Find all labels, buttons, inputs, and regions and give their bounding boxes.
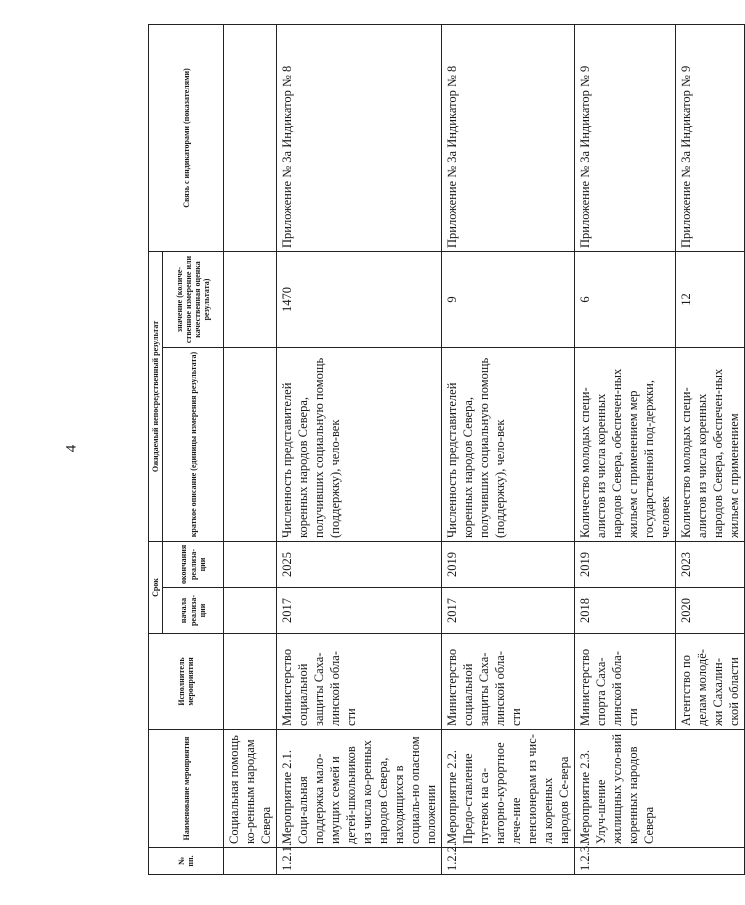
cell-executor: Министерство спорта Саха-линской обла-сти [575,634,676,730]
cell-start: 2017 [442,588,575,634]
cell-desc: Количество молодых специ-алистов из числа коренных народов Севера, обеспечен-ных жильем с применением [676,348,745,542]
cell-link: Приложение № 3а Индикатор № 8 [442,25,575,252]
cell-start: 2018 [575,588,676,634]
cell-executor: Министерство социальной защиты Саха-линской обла-сти [277,634,442,730]
header-term: Срок [149,542,163,634]
cell-name: Социальная помощь ко-ренным народам Севера [224,730,277,848]
cell-link [224,25,277,252]
header-name: Наименование мероприятия [149,730,224,848]
cell-desc [224,348,277,542]
cell-value [224,252,277,348]
cell-link: Приложение № 3а Индикатор № 9 [676,25,745,252]
page-number: 4 [63,444,80,453]
table-row [575,25,676,875]
cell-link: Приложение № 3а Индикатор № 9 [575,25,676,252]
header-term-start: начала реализа-ции [163,588,224,634]
cell-executor: Министерство социальной защиты Саха-линской обла-сти [442,634,575,730]
cell-start: 2017 [277,588,442,634]
cell-name: Мероприятие 2.1. Соци-альная поддержка мало-имущих семей и детей-школьников из числа ко-ренных народов Севера, находящихся в социаль-но опасном положении [277,730,442,848]
table-row [442,25,575,875]
cell-no [224,848,277,875]
cell-end: 2019 [575,542,676,588]
cell-end: 2019 [442,542,575,588]
cell-value: 9 [442,252,575,348]
cell-desc: Численность представителей коренных народов Севера, получивших социальную помощь (поддержку), чело-век [277,348,442,542]
table-row [224,25,277,875]
cell-end: 2023 [676,542,745,588]
cell-no: 1.2.1. [277,848,442,875]
header-result-desc: краткое описание (единицы измерения результата) [163,348,224,542]
cell-no: 1.2.3. [575,848,745,875]
cell-value: 12 [676,252,745,348]
header-link: Связь с индикаторами (показателями) [149,25,224,252]
header-no: № пп. [149,848,224,875]
header-result: Ожидаемый непосредственный результат [149,252,163,542]
table-row [277,25,442,875]
cell-desc: Численность представителей коренных народов Севера, получивших социальную помощь (поддержку), чело-век [442,348,575,542]
cell-start [224,588,277,634]
cell-value: 1470 [277,252,442,348]
cell-start: 2020 [676,588,745,634]
header-executor: Исполнитель мероприятия [149,634,224,730]
cell-end: 2025 [277,542,442,588]
cell-value: 6 [575,252,676,348]
cell-no: 1.2.2. [442,848,575,875]
cell-executor: Агентство по делам молодё-жи Сахалин-ской области [676,634,745,730]
cell-desc: Количество молодых специ-алистов из числа коренных народов Севера, обеспечен-ных жильем с применением мер государственной под-держки, человек [575,348,676,542]
cell-executor [224,634,277,730]
header-result-value: значение (количе-ственное измерение или качественная оценка результата) [163,252,224,348]
cell-link: Приложение № 3а Индикатор № 8 [277,25,442,252]
cell-name: Мероприятие 2.2. Предо-ставление путевок на са-наторно-курортное лече-ние пенсионерам из чис-ла коренных народов Се-вера [442,730,575,848]
header-row-1 [149,25,163,875]
cell-end [224,542,277,588]
cell-name: Мероприятие 2.3. Улуч-шение жилищных усло-вий коренных народов Севера [575,730,745,848]
measures-table [148,24,745,875]
header-term-end: окончания реализа-ции [163,542,224,588]
